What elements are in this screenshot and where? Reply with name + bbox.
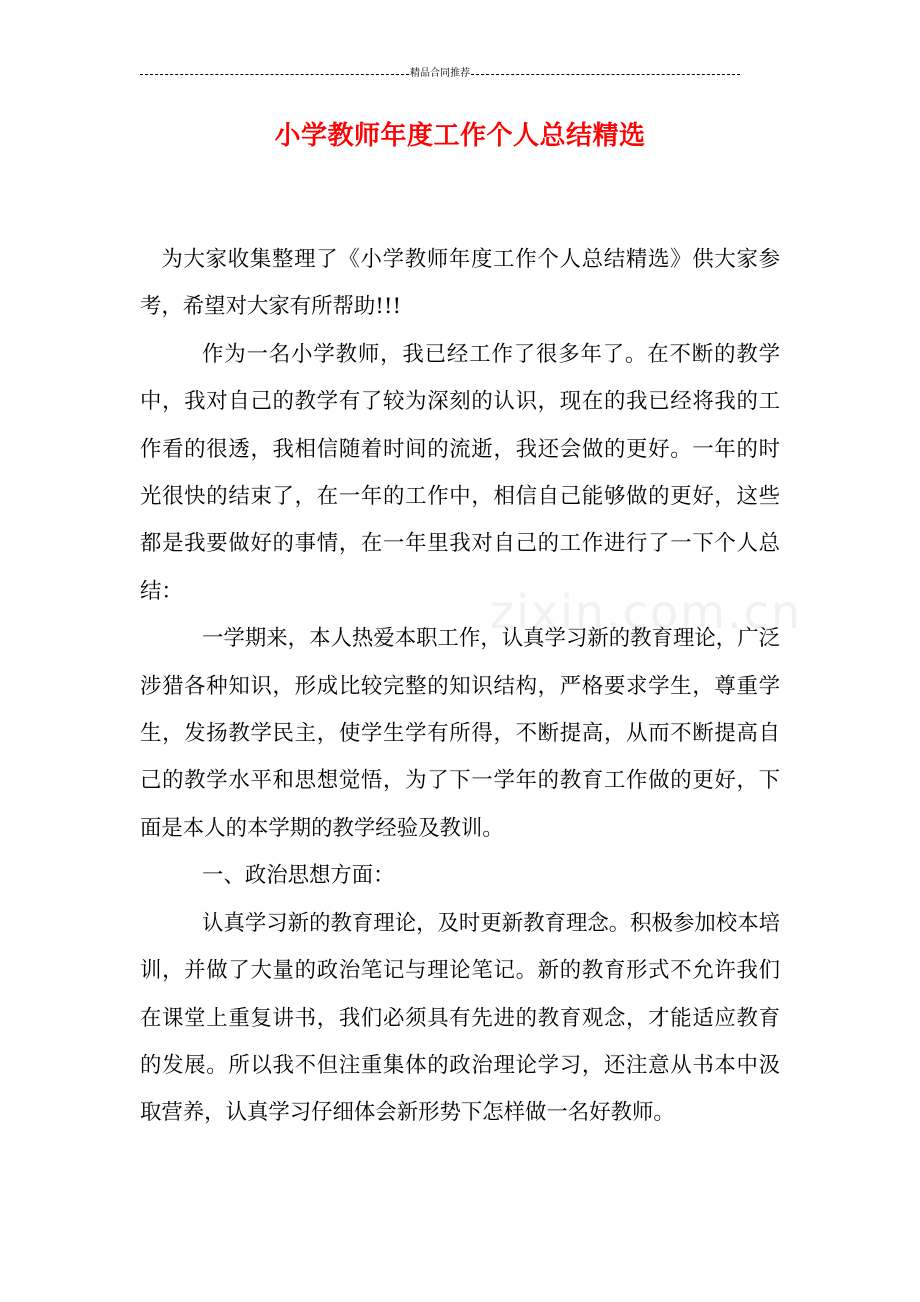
header-dash-right	[471, 74, 740, 75]
header-label: 精品合同推荐	[410, 68, 470, 79]
section-heading: 一、政治思想方面：	[202, 863, 395, 889]
body-paragraph: 作为一名小学教师，我已经工作了很多年了。在不断的教学中，我对自己的教学有了较为深刻的认识，现在的我已经将我的工作看的很透，我相信随着时间的流逝，我还会做的更好。一年的时光很快的结束了，在一年的工作中，相信自己能够做的更好，这些都是我要做好的事情，在一年里我对自己的工作进行了一下个人总结：	[140, 341, 780, 604]
watermark: zixin.com.cn	[490, 585, 803, 639]
header-dash-left	[140, 74, 409, 75]
document-body	[140, 236, 780, 1137]
document-title: 小学教师年度工作个人总结精选	[274, 121, 646, 151]
intro-paragraph: 为大家收集整理了《小学教师年度工作个人总结精选》供大家参考，希望对大家有所帮助!!!	[140, 247, 780, 320]
header-rule	[140, 66, 740, 82]
body-paragraph: 一学期来，本人热爱本职工作，认真学习新的教育理论，广泛涉猎各种知识，形成比较完整的知识结构，严格要求学生，尊重学生，发扬教学民主，使学生学有所得，不断提高，从而不断提高自己的教学水平和思想觉悟，为了下一学年的教育工作做的更好，下面是本人的本学期的教学经验及教训。	[140, 626, 780, 841]
body-paragraph: 认真学习新的教育理论，及时更新教育理念。积极参加校本培训，并做了大量的政治笔记与理论笔记。新的教育形式不允许我们在课堂上重复讲书，我们必须具有先进的教育观念，才能适应教育的发展。所以我不但注重集体的政治理论学习，还注意从书本中汲取营养，认真学习仔细体会新形势下怎样做一名好教师。	[140, 910, 780, 1126]
